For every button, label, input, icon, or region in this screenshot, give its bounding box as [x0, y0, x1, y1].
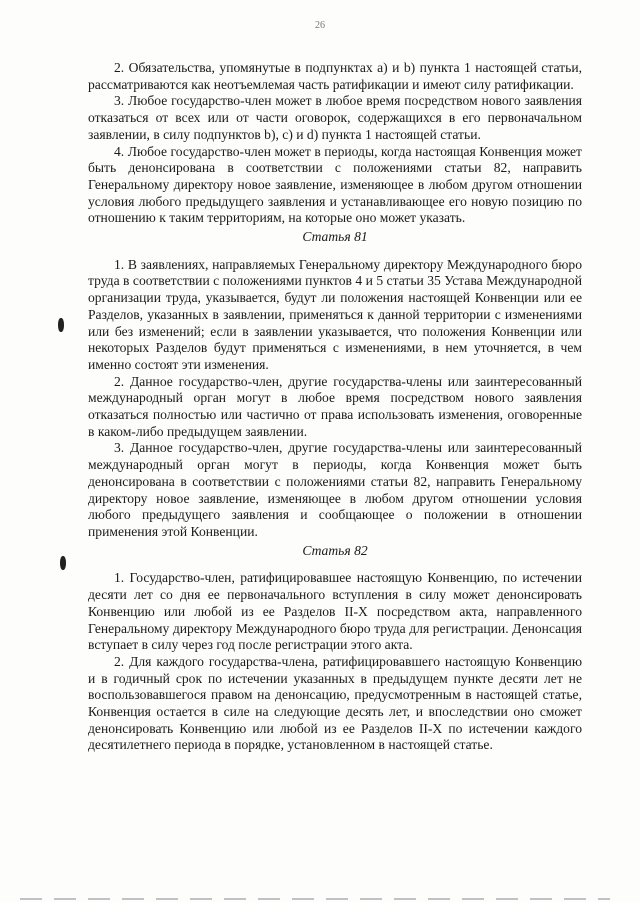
paragraph-80-2: 2. Обязательства, упомянутые в подпунктах а) и b) пункта 1 настоящей статьи, рассматриваются как неотъемлемая часть ратификации и имеют силу ратификации. — [88, 60, 582, 92]
page-number: 26 — [315, 20, 325, 31]
paragraph-81-2: 2. Данное государство-член, другие государства-члены или заинтересованный международный орган могут в любое время посредством нового заявления отказаться полностью или частично от права использовать изменения, оговоренные в каком-либо предыдущем заявлении. — [88, 373, 582, 439]
hole-punch-mark-top — [58, 318, 64, 332]
paragraph-80-4: 4. Любое государство-член может в периоды, когда настоящая Конвенция может быть денонсирована в соответствии с положениями статьи 82, направить Генеральному директору новое заявление, изменяющее в любом другом отношении условия любого предыдущего заявления и устанавливающее его новую позицию по отношению к таким территориям, на которые оно может указать. — [88, 143, 582, 226]
paragraph-80-3: 3. Любое государство-член может в любое время посредством нового заявления отказаться от всех или от части оговорок, содержащихся в его первоначальном заявлении, в силу подпунктов b), c) и d) пункта 1 настоящей статьи. — [88, 93, 582, 142]
paragraph-82-1: 1. Государство-член, ратифицировавшее настоящую Конвенцию, по истечении десяти лет со дня ее первоначального вступления в силу может денонсировать Конвенцию или любой из ее Разделов II-X посредством акта, направленного Генеральному директору Международного бюро труда для регистрации. Денонсация вступает в силу через год после регистрации этого акта. — [88, 570, 582, 653]
document-body — [88, 60, 582, 754]
paragraph-81-3: 3. Данное государство-член, другие государства-члены или заинтересованный международный орган могут в периоды, когда Конвенция может быть денонсирована в соответствии с положениями статьи 82, направить Генеральному директору новое заявление, изменяющее в любом другом отношении условия любого предыдущего заявления и сообщающее о положении в отношении применения этой Конвенции. — [88, 440, 582, 539]
scan-edge-artifact — [20, 898, 610, 900]
hole-punch-mark-bottom — [60, 556, 66, 570]
paragraph-81-1: 1. В заявлениях, направляемых Генеральному директору Международного бюро труда в соответствии с положениями пунктов 4 и 5 статьи 35 Устава Международной организации труда, указывается, будут ли положения настоящей Конвенции или ее Разделов, указанных в заявлении, применяться к данной территории с изменениями или без изменений; если в заявлении указывается, что положения Конвенции или некоторых Разделов будут применяться с изменениями, в нем уточняется, в чем именно состоят эти изменения. — [88, 256, 582, 372]
article-81-heading: Статья 81 — [302, 229, 368, 245]
paragraph-82-2: 2. Для каждого государства-члена, ратифицировавшего настоящую Конвенцию и в годичный срок по истечении указанных в предыдущем пункте десяти лет не воспользовавшегося правом на денонсацию, предусмотренным в настоящей статье, Конвенция остается в силе на следующие десять лет, и впоследствии оно сможет денонсировать Конвенцию или любой из ее Разделов II-X по истечении каждого десятилетнего периода в порядке, установленном в настоящей статье. — [88, 653, 582, 753]
article-82-heading: Статья 82 — [302, 542, 368, 558]
